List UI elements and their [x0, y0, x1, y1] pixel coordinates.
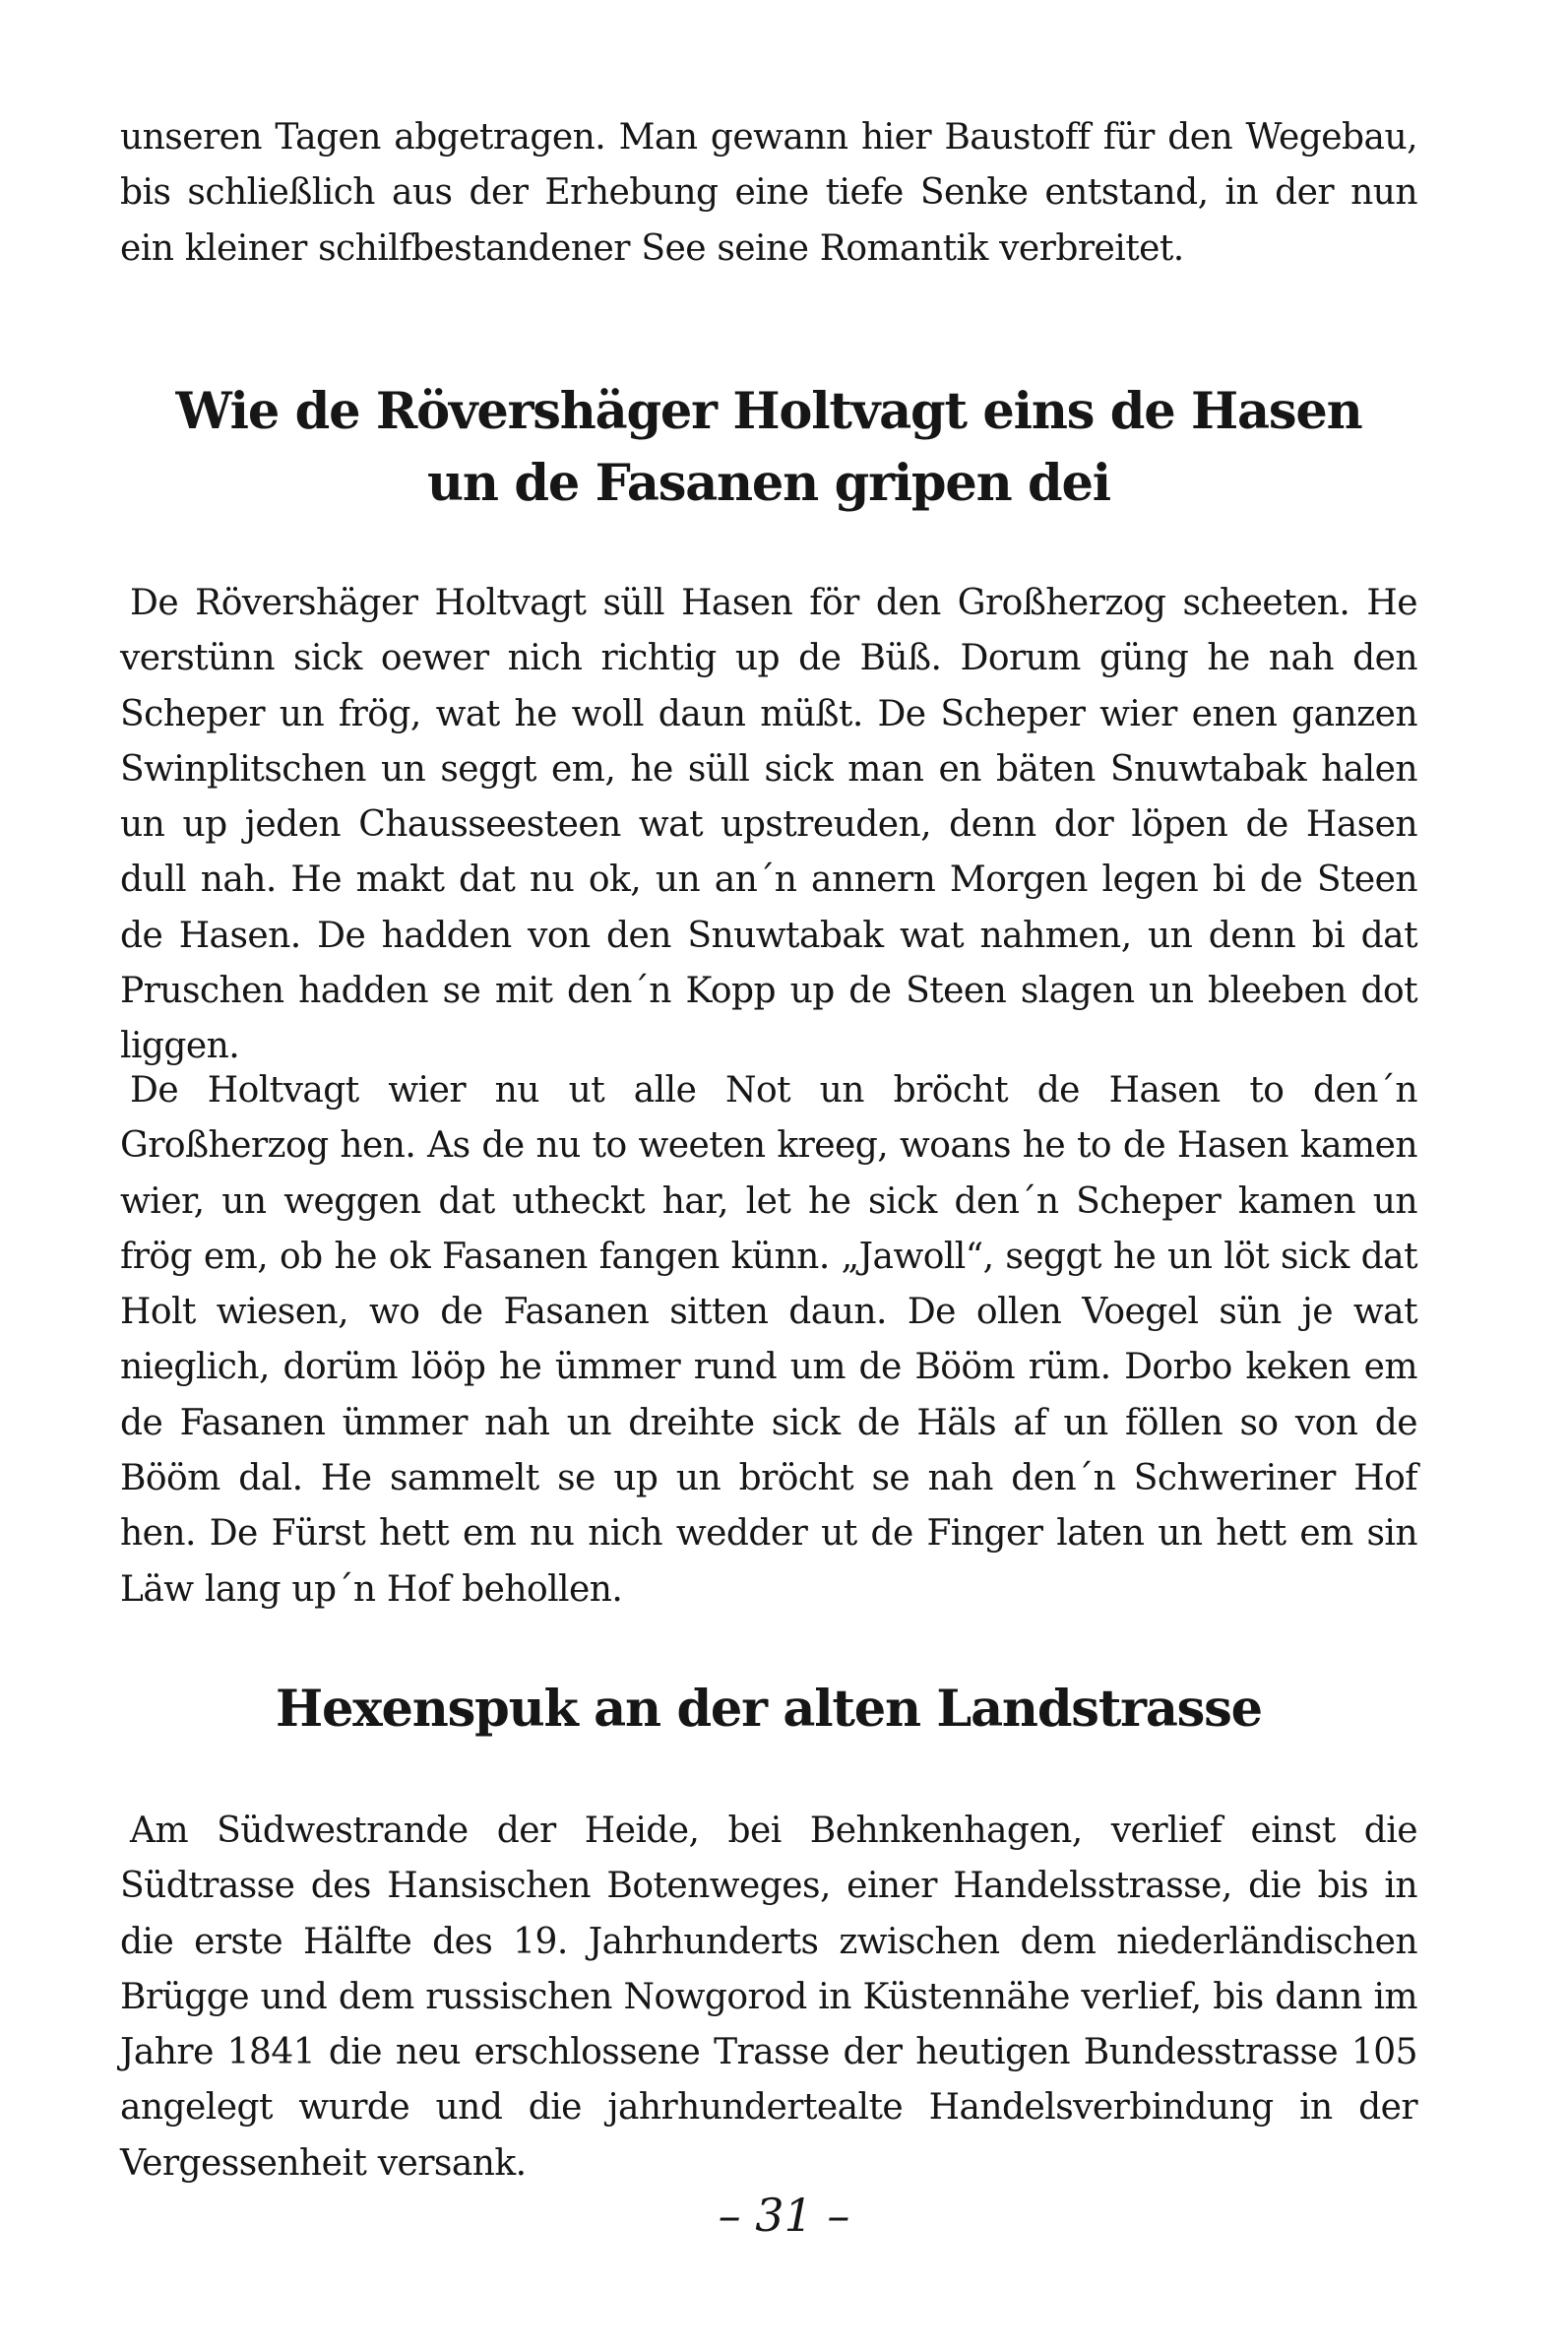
- story1-paragraph-1: De Rövershäger Holtvagt süll Hasen för den Großherzog scheeten. He verstünn sick oewer nich richtig up de Büß. Dorum güng he nah den Scheper un frög, wat he woll daun müßt. De Scheper wier enen ganzen Swinplitschen un seggt em, he süll sick man en bäten Snuwtabak halen un up jeden Chausseesteen wat upstreuden, denn dor löpen de Hasen dull nah. He makt dat nu ok, un an´n annern Morgen legen bi de Steen de Hasen. De hadden von den Snuwtabak wat nahmen, un denn bi dat Pruschen hadden se mit den´n Kopp up de Steen slagen un bleeben dot liggen.: [120, 583, 1417, 1067]
- story1-title-line1: Wie de Rövershäger Holtvagt eins de Hasen: [175, 382, 1362, 441]
- story1-title: [120, 376, 1417, 520]
- story2-title: Hexenspuk an der alten Landstrasse: [276, 1680, 1262, 1739]
- story1-paragraph-2: De Holtvagt wier nu ut alle Not un bröcht de Hasen to den´n Großherzog hen. As de nu to weeten kreeg, woans he to de Hasen kamen wier, un weggen dat utheckt har, let he sick den´n Scheper kamen un frög em, ob he ok Fasanen fangen künn. „Jawoll“, seggt he un löt sick dat Holt wiesen, wo de Fasanen sitten daun. De ollen Voegel sün je wat nieglich, dorüm lööp he ümmer rund um de Bööm rüm. Dorbo keken em de Fasanen ümmer nah un dreihte sick de Häls af un föllen so von de Bööm dal. He sammelt se up un bröcht se nah den´n Schweriner Hof hen. De Fürst hett em nu nich wedder ut de Finger laten un hett em sin Läw lang up´n Hof behollen.: [120, 1070, 1417, 1610]
- story1-title-line2: un de Fasanen gripen dei: [427, 454, 1110, 513]
- story2-paragraph-1: Am Südwestrande der Heide, bei Behnkenhagen, verlief einst die Südtrasse des Hansischen Botenweges, einer Handelsstrasse, die bis in die erste Hälfte des 19. Jahrhunderts zwischen dem niederländischen Brügge und dem russischen Nowgorod in Küstennähe verlief, bis dann im Jahre 1841 die neu erschlossene Trasse der heutigen Bundesstrasse 105 angelegt wurde und die jahrhundertealte Handelsverbindung in der Vergessenheit versank.: [120, 1811, 1417, 2184]
- page-number: – 31 –: [718, 2189, 850, 2242]
- intro-paragraph: unseren Tagen abgetragen. Man gewann hier Baustoff für den Wegebau, bis schließlich aus der Erhebung eine tiefe Senke entstand, in der nun ein kleiner schilfbestandener See seine Romantik verbreitet.: [120, 117, 1417, 269]
